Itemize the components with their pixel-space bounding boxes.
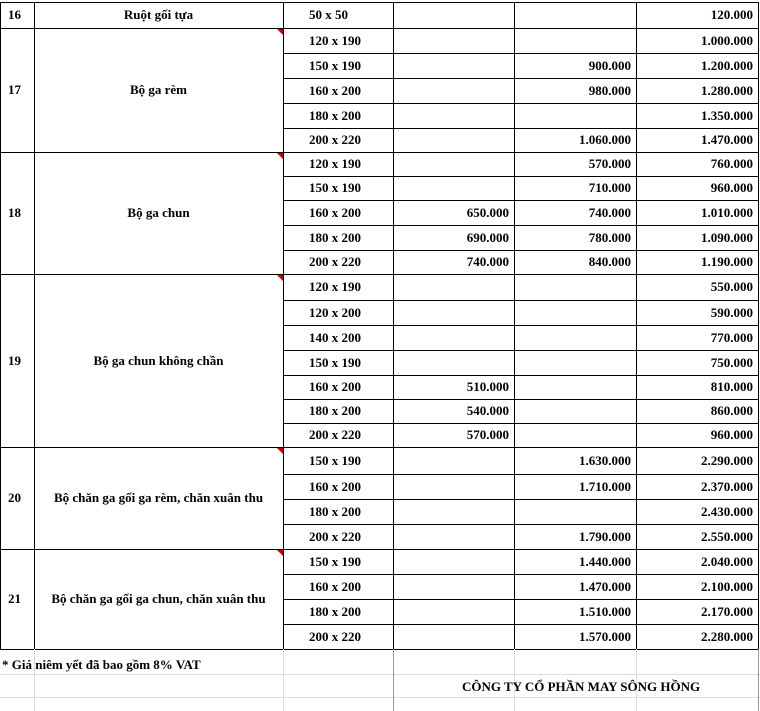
column-border — [393, 649, 394, 711]
row-border — [283, 78, 758, 79]
size-cell[interactable]: 120 x 190 — [309, 32, 361, 48]
price-col-3[interactable]: 750.000 — [710, 354, 753, 370]
product-name[interactable]: Bộ chăn ga gối ga chun, chăn xuân thu — [51, 591, 266, 606]
price-col-1[interactable]: 510.000 — [466, 379, 509, 394]
price-col-2[interactable]: 1.710.000 — [579, 478, 631, 494]
price-col-2[interactable] — [514, 300, 636, 325]
row-border — [283, 624, 758, 625]
price-col-3[interactable]: 770.000 — [710, 329, 753, 345]
size-cell[interactable]: 160 x 200 — [309, 578, 361, 594]
item-number[interactable]: 19 — [8, 352, 21, 368]
price-col-2[interactable] — [514, 2, 636, 28]
product-name[interactable]: Bộ ga chun không chần — [93, 352, 224, 368]
product-name[interactable]: Ruột gối tựa — [123, 7, 194, 22]
price-col-2[interactable]: 780.000 — [588, 229, 631, 245]
size-cell[interactable]: 180 x 200 — [309, 107, 361, 123]
size-cell[interactable]: 200 x 220 — [309, 528, 361, 544]
size-cell[interactable]: 180 x 200 — [309, 603, 361, 619]
row-border — [283, 128, 758, 129]
price-col-1[interactable] — [393, 28, 514, 53]
price-col-3[interactable]: 2.430.000 — [701, 503, 753, 519]
price-col-1[interactable] — [393, 524, 514, 549]
row-border — [283, 599, 758, 600]
price-col-3[interactable]: 590.000 — [710, 304, 753, 320]
price-col-1[interactable] — [393, 549, 514, 574]
row-border — [283, 2, 758, 3]
price-col-3[interactable]: 1.200.000 — [701, 57, 753, 73]
price-col-3[interactable]: 120.000 — [710, 7, 753, 22]
price-col-1[interactable] — [393, 599, 514, 624]
row-border — [283, 399, 758, 400]
price-col-3[interactable]: 2.550.000 — [701, 528, 753, 544]
size-cell[interactable]: 200 x 220 — [309, 254, 361, 269]
price-col-1[interactable] — [393, 574, 514, 599]
product-name[interactable]: Bộ ga chun — [127, 205, 190, 220]
item-number[interactable]: 16 — [8, 7, 21, 22]
price-col-2[interactable] — [514, 28, 636, 53]
row-border — [283, 350, 758, 351]
price-col-1[interactable] — [393, 350, 514, 375]
column-border — [34, 2, 35, 649]
price-col-2[interactable]: 840.000 — [588, 254, 631, 269]
price-col-3[interactable]: 960.000 — [710, 180, 753, 195]
price-col-1[interactable]: 650.000 — [466, 204, 509, 220]
price-col-1[interactable]: 570.000 — [466, 427, 509, 442]
size-cell[interactable]: 150 x 190 — [309, 180, 361, 195]
price-col-1[interactable] — [393, 103, 514, 128]
row-border — [283, 524, 758, 525]
price-col-2[interactable] — [514, 423, 636, 447]
price-col-1[interactable]: 690.000 — [466, 229, 509, 245]
row-border — [283, 300, 758, 301]
price-col-1[interactable] — [393, 447, 514, 474]
price-col-3[interactable]: 1.280.000 — [701, 82, 753, 98]
price-col-3[interactable]: 860.000 — [710, 403, 753, 418]
size-cell[interactable]: 160 x 200 — [309, 379, 361, 394]
gridline — [0, 697, 760, 698]
row-border — [0, 649, 758, 650]
price-col-2[interactable]: 900.000 — [588, 57, 631, 73]
price-col-3[interactable]: 1.190.000 — [701, 254, 753, 269]
row-border — [283, 499, 758, 500]
price-col-1[interactable] — [393, 152, 514, 176]
price-col-1[interactable] — [393, 2, 514, 28]
row-border — [0, 274, 758, 275]
price-col-3[interactable]: 2.290.000 — [701, 452, 753, 468]
price-col-2[interactable]: 1.440.000 — [579, 553, 631, 569]
price-col-1[interactable] — [393, 624, 514, 649]
price-col-2[interactable] — [514, 274, 636, 300]
row-border — [0, 549, 758, 550]
size-cell[interactable]: 200 x 220 — [309, 427, 361, 442]
price-col-3[interactable]: 2.370.000 — [701, 478, 753, 494]
row-border — [283, 474, 758, 475]
row-border — [283, 375, 758, 376]
price-col-1[interactable] — [393, 300, 514, 325]
size-cell[interactable]: 150 x 190 — [309, 452, 361, 468]
price-col-3[interactable]: 2.100.000 — [701, 578, 753, 594]
row-border — [0, 152, 758, 153]
price-col-3[interactable]: 1.090.000 — [701, 229, 753, 245]
price-col-3[interactable]: 960.000 — [710, 427, 753, 442]
price-col-3[interactable]: 2.280.000 — [701, 628, 753, 644]
product-name[interactable]: Bộ chăn ga gối ga rèm, chăn xuân thu — [53, 490, 264, 505]
size-cell[interactable]: 200 x 220 — [309, 628, 361, 644]
size-cell[interactable]: 180 x 200 — [309, 503, 361, 519]
row-border — [283, 325, 758, 326]
row-border — [283, 225, 758, 226]
price-col-2[interactable]: 1.790.000 — [579, 528, 631, 544]
price-col-1[interactable]: 740.000 — [466, 254, 509, 269]
row-border — [283, 574, 758, 575]
price-col-1[interactable] — [393, 128, 514, 152]
price-col-2[interactable]: 1.470.000 — [579, 578, 631, 594]
row-border — [0, 447, 758, 448]
size-cell[interactable]: 120 x 190 — [309, 279, 361, 294]
price-col-2[interactable] — [514, 103, 636, 128]
row-border — [283, 103, 758, 104]
price-col-3[interactable]: 1.470.000 — [701, 132, 753, 147]
size-cell[interactable]: 150 x 190 — [309, 354, 361, 370]
item-number[interactable]: 17 — [8, 82, 21, 97]
price-col-3[interactable]: 2.170.000 — [701, 603, 753, 619]
gridline — [283, 649, 284, 711]
price-col-2[interactable] — [514, 325, 636, 350]
price-col-2[interactable] — [514, 350, 636, 375]
row-border — [283, 53, 758, 54]
row-border — [283, 423, 758, 424]
row-border — [283, 250, 758, 251]
price-col-2[interactable]: 1.630.000 — [579, 452, 631, 468]
size-cell[interactable]: 120 x 190 — [309, 156, 361, 171]
size-cell[interactable]: 180 x 200 — [309, 403, 361, 418]
price-col-1[interactable] — [393, 78, 514, 103]
price-col-3[interactable]: 1.010.000 — [701, 204, 753, 220]
price-col-2[interactable] — [514, 499, 636, 524]
price-col-3[interactable]: 760.000 — [710, 156, 753, 171]
size-cell[interactable]: 160 x 200 — [309, 204, 361, 220]
price-col-2[interactable]: 980.000 — [588, 82, 631, 98]
price-col-3[interactable]: 810.000 — [710, 379, 753, 394]
price-col-2[interactable]: 570.000 — [588, 156, 631, 171]
size-cell[interactable]: 150 x 190 — [309, 57, 361, 73]
price-col-2[interactable]: 1.570.000 — [579, 628, 631, 644]
price-col-2[interactable]: 740.000 — [588, 204, 631, 220]
size-cell[interactable]: 140 x 200 — [309, 329, 361, 345]
price-col-1[interactable]: 540.000 — [466, 403, 509, 418]
size-cell[interactable]: 150 x 190 — [309, 553, 361, 569]
size-cell[interactable]: 200 x 220 — [309, 132, 361, 147]
price-col-1[interactable] — [393, 274, 514, 300]
price-col-2[interactable]: 710.000 — [588, 180, 631, 195]
size-cell[interactable]: 160 x 200 — [309, 82, 361, 98]
price-col-1[interactable] — [393, 176, 514, 200]
size-cell[interactable]: 160 x 200 — [309, 478, 361, 494]
price-col-1[interactable] — [393, 325, 514, 350]
price-col-3[interactable]: 2.040.000 — [701, 553, 753, 569]
price-col-3[interactable]: 550.000 — [710, 279, 753, 294]
row-border — [0, 28, 758, 29]
item-number[interactable]: 20 — [8, 490, 21, 505]
price-col-2[interactable]: 1.060.000 — [579, 132, 631, 147]
column-border — [0, 2, 1, 649]
size-cell[interactable]: 180 x 200 — [309, 229, 361, 245]
column-border — [758, 649, 759, 711]
price-col-1[interactable] — [393, 474, 514, 499]
item-number[interactable]: 18 — [8, 205, 21, 220]
vat-note: * Giá niêm yết đã bao gồm 8% VAT — [2, 657, 201, 672]
price-col-1[interactable] — [393, 499, 514, 524]
price-col-3[interactable]: 1.000.000 — [701, 32, 753, 48]
row-border — [283, 200, 758, 201]
company-name: CÔNG TY CỔ PHẦN MAY SÔNG HỒNG — [462, 679, 701, 694]
gridline — [0, 674, 760, 675]
row-border — [283, 176, 758, 177]
price-col-2[interactable]: 1.510.000 — [579, 603, 631, 619]
product-name[interactable]: Bộ ga rèm — [129, 82, 188, 97]
size-cell[interactable]: 50 x 50 — [309, 7, 348, 22]
price-col-1[interactable] — [393, 53, 514, 78]
price-col-2[interactable] — [514, 375, 636, 399]
price-col-3[interactable]: 1.350.000 — [701, 107, 753, 123]
item-number[interactable]: 21 — [8, 591, 21, 606]
column-border — [758, 2, 759, 649]
size-cell[interactable]: 120 x 200 — [309, 304, 361, 320]
price-col-2[interactable] — [514, 399, 636, 423]
